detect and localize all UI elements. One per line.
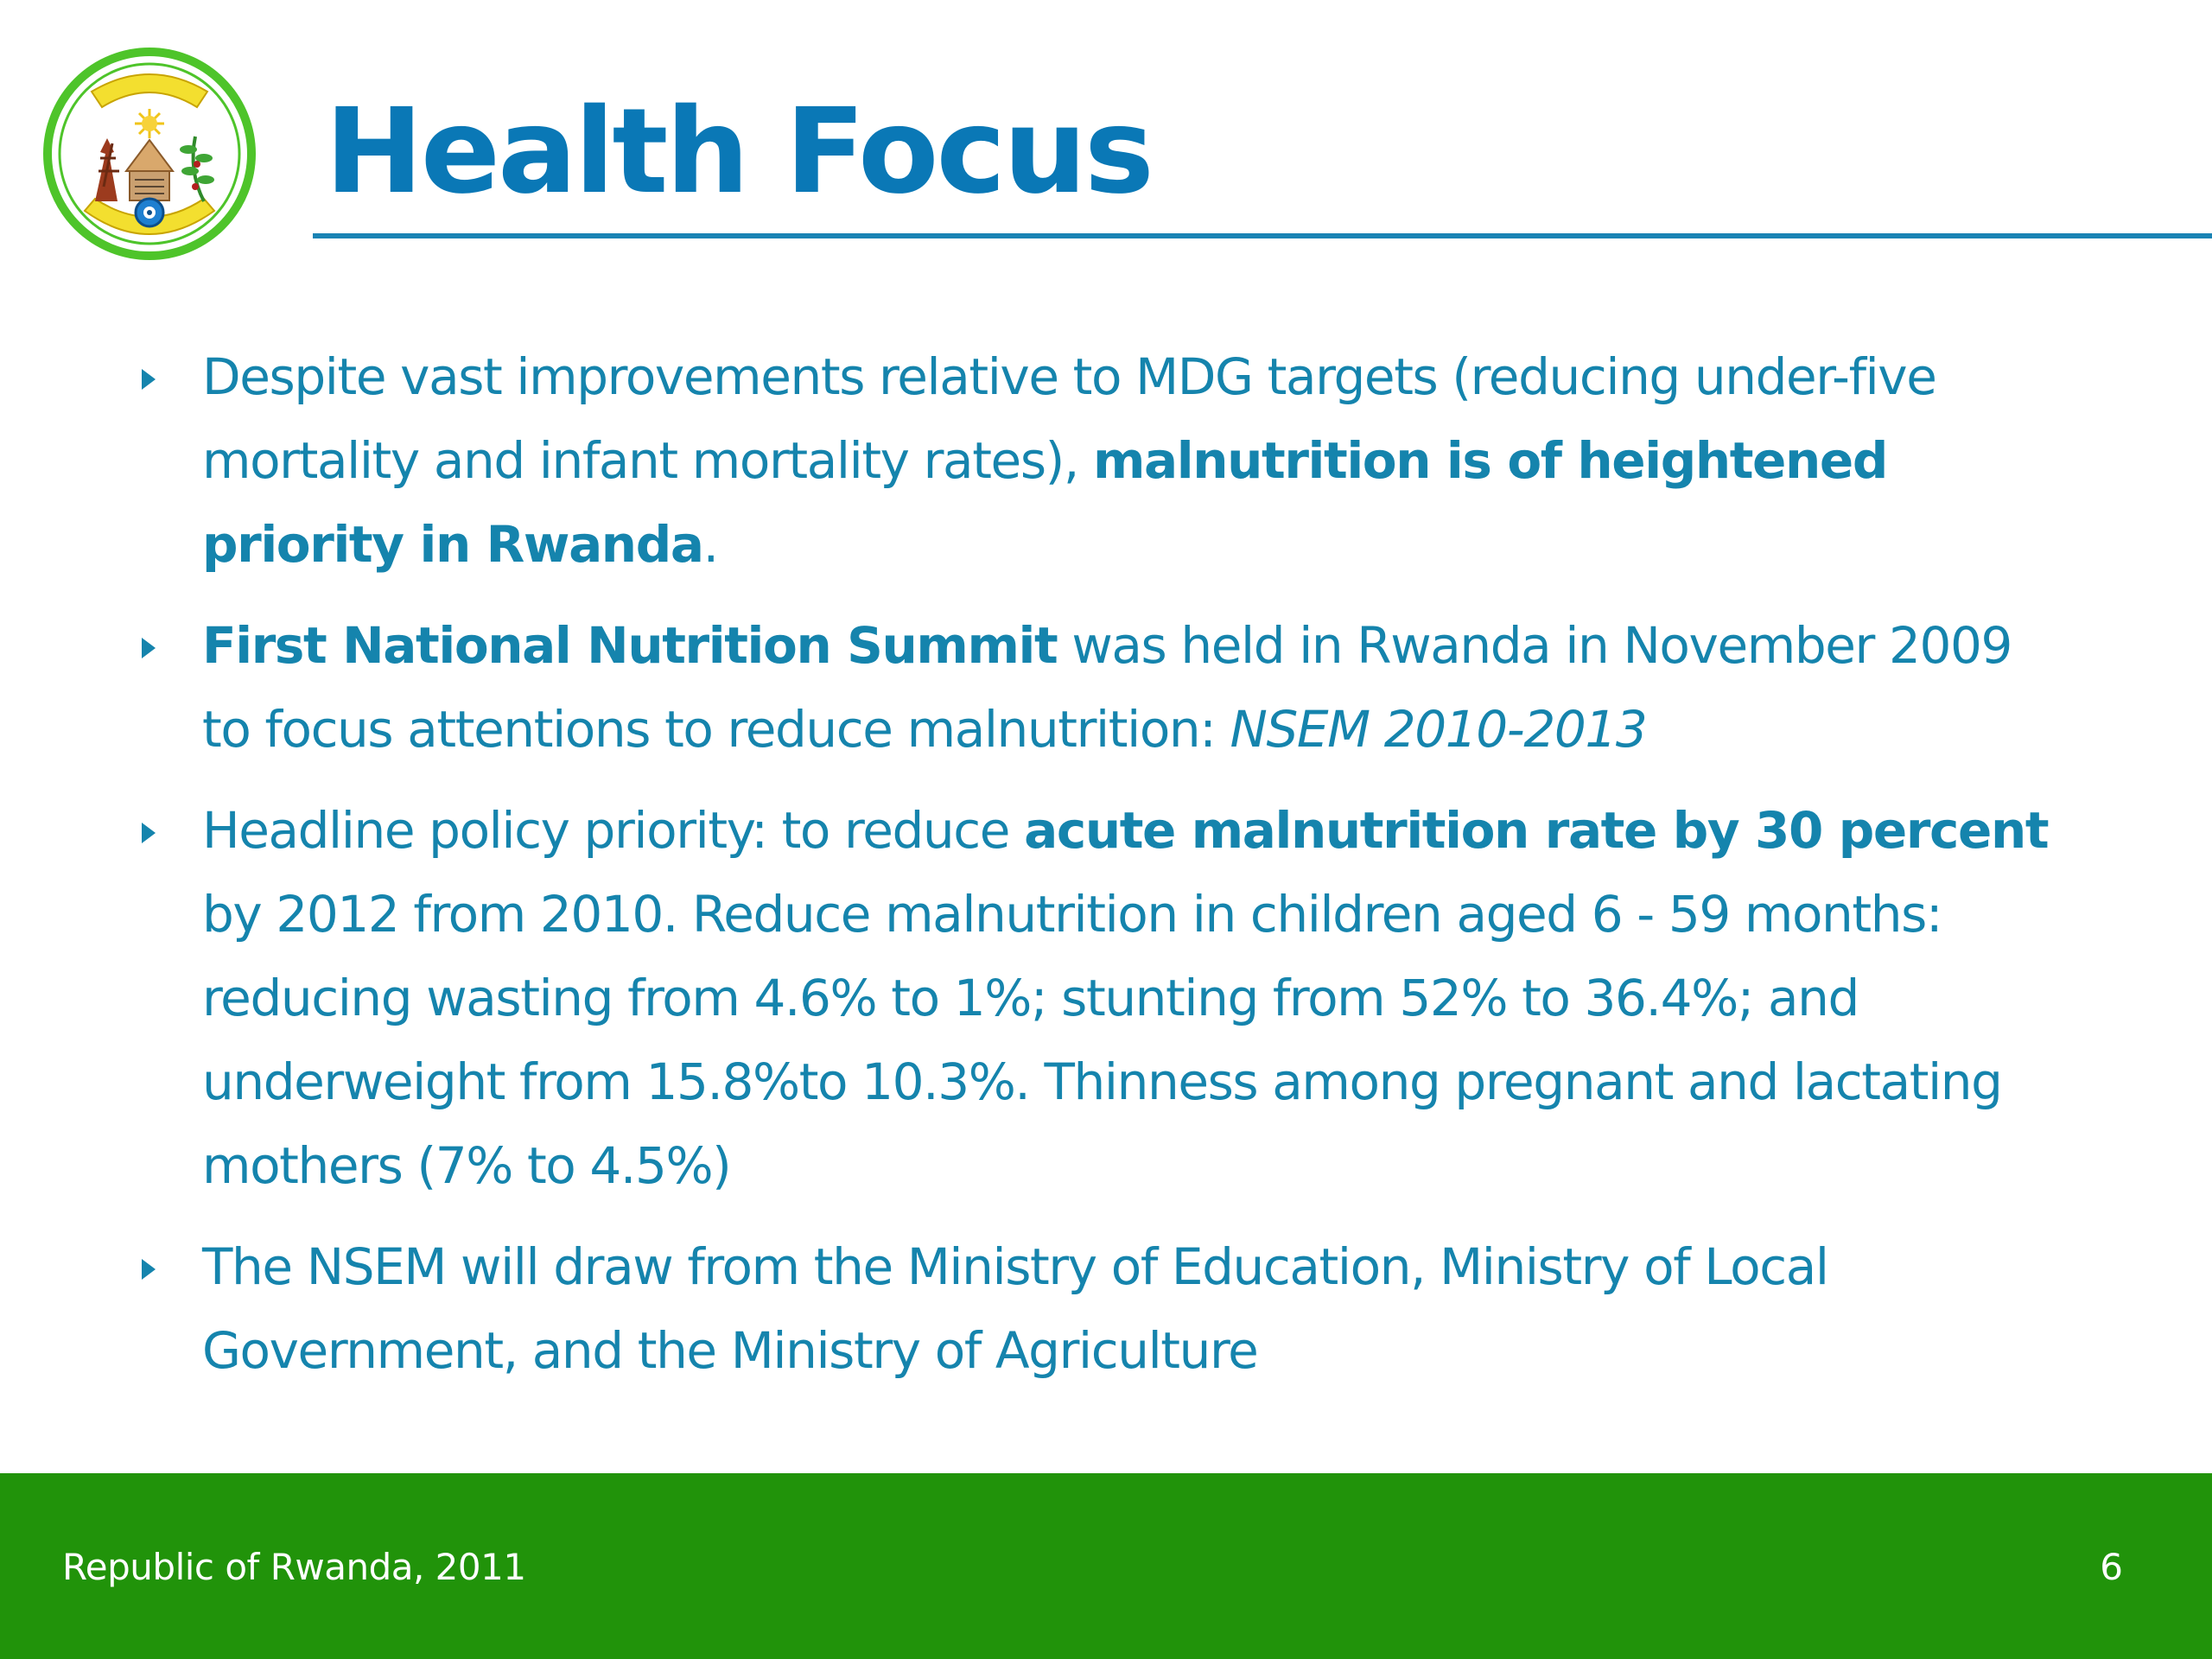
rwanda-coat-of-arms-icon xyxy=(41,41,257,266)
footer-bar xyxy=(0,1473,2212,1659)
bullet-text: Headline policy priority: to reduce xyxy=(202,801,1025,860)
footer-text: Republic of Rwanda, 2011 xyxy=(62,1546,526,1588)
bullet-text: Despite vast improvements relative to MDG targets (reducing under-five mortality and infant mortality rates), xyxy=(202,347,1936,490)
bullet-bold-text: First National Nutrition Summit xyxy=(202,616,1058,675)
page-number: 6 xyxy=(2100,1546,2123,1588)
slide-title: Health Focus xyxy=(325,84,1152,220)
bullet-item xyxy=(130,1225,2065,1393)
bullet-arrow-icon xyxy=(142,1259,156,1280)
bullet-arrow-icon xyxy=(142,638,156,658)
bullet-text: . xyxy=(702,515,718,574)
bullet-bold-text: malnutrition is of heightened priority in Rwanda xyxy=(202,431,1887,574)
bullet-text: by 2012 from 2010. Reduce malnutrition in children aged 6 - 59 months: reducing wasting from 4.6% to 1%; stunting from 52% to 36.4%; and underweight from 15.8%to 10.3%. Thinness among pregnant and lactating mothers (7% to 4.5%) xyxy=(202,885,2002,1195)
bullet-item xyxy=(130,335,2065,587)
bullet-text: The NSEM will draw from the Ministry of Education, Ministry of Local Government, and the Ministry of Agriculture xyxy=(202,1237,1828,1380)
bullet-bold-text: acute malnutrition rate by 30 percent xyxy=(1024,801,2049,860)
bullet-item xyxy=(130,789,2065,1208)
bullet-text: was held in Rwanda in November 2009 to focus attentions to reduce malnutrition: xyxy=(202,616,2012,759)
bullet-italic-text: NSEM 2010-2013 xyxy=(1230,700,1647,759)
bullet-arrow-icon xyxy=(142,823,156,843)
bullet-list xyxy=(130,335,2065,1410)
title-underline xyxy=(313,233,2212,238)
bullet-item xyxy=(130,604,2065,772)
bullet-arrow-icon xyxy=(142,369,156,390)
